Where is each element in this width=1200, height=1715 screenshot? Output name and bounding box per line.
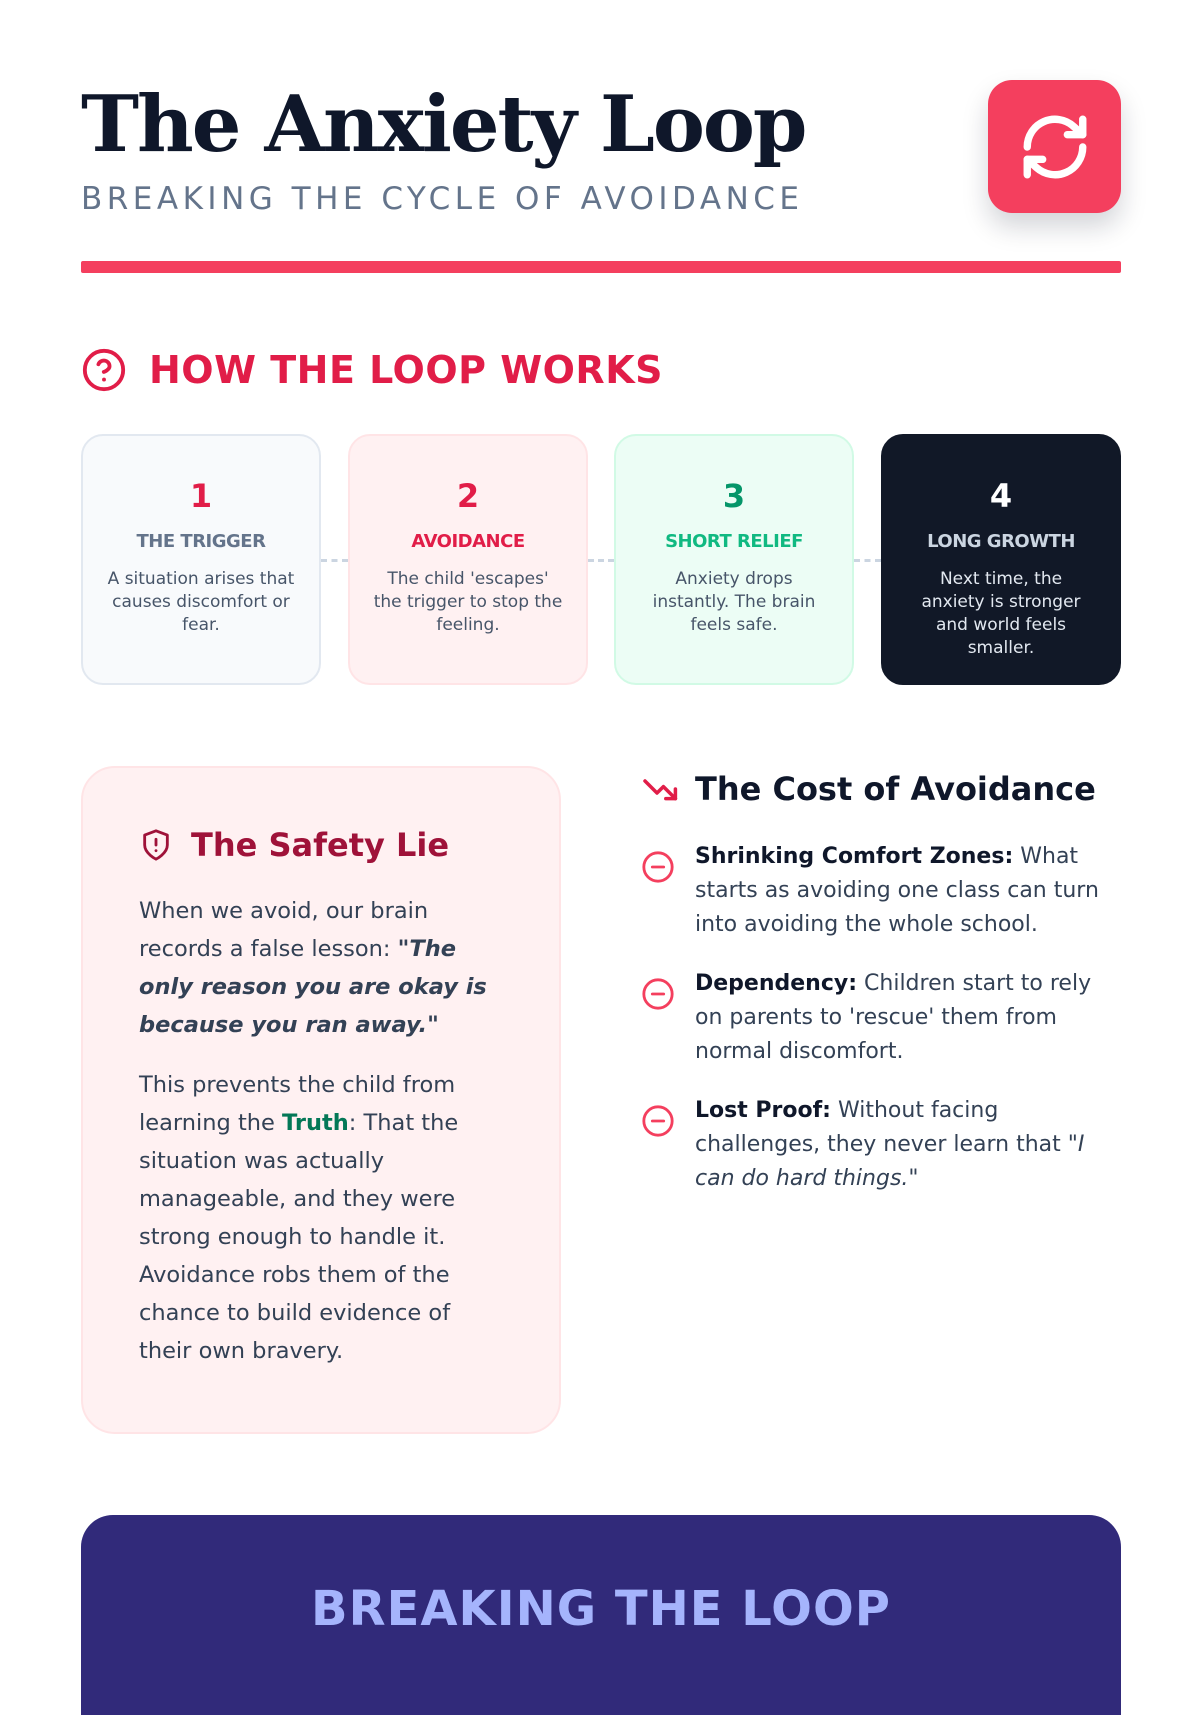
trending-down-icon bbox=[641, 773, 681, 805]
step-connector bbox=[321, 559, 348, 562]
step-number: 4 bbox=[989, 477, 1013, 515]
question-circle-icon bbox=[81, 347, 127, 393]
loop-steps bbox=[81, 434, 1121, 685]
list-item bbox=[641, 1094, 1121, 1196]
step-title: SHORT RELIEF bbox=[665, 531, 803, 552]
banner-title: BREAKING THE LOOP bbox=[311, 1581, 891, 1637]
cost-title: The Cost of Avoidance bbox=[695, 770, 1096, 808]
step-card-trigger bbox=[81, 434, 321, 685]
safety-lie-heading bbox=[139, 824, 505, 866]
header bbox=[81, 80, 1121, 220]
step-title: LONG GROWTH bbox=[927, 531, 1075, 552]
infographic-page bbox=[81, 0, 1121, 1637]
step-number: 3 bbox=[722, 477, 746, 515]
cost-item-text bbox=[695, 1094, 1121, 1196]
shield-alert-icon bbox=[139, 826, 173, 864]
refresh-icon bbox=[1018, 110, 1092, 184]
header-divider bbox=[81, 261, 1121, 273]
cost-list bbox=[641, 840, 1121, 1196]
list-item bbox=[641, 967, 1121, 1069]
step-text: A situation arises that causes discomfort or fear. bbox=[107, 569, 295, 635]
paragraph-text: : That the situation was actually manageable, and they were strong enough to handle it. Avoidance robs them of the chance to build evidence of their own bravery. bbox=[139, 1110, 459, 1364]
step-title: THE TRIGGER bbox=[136, 531, 266, 552]
false-lesson-quote: "The only reason you are okay is because you ran away." bbox=[139, 936, 487, 1038]
step-connector bbox=[588, 559, 614, 562]
cost-item-label: Dependency: bbox=[695, 971, 858, 996]
step-card-long-growth bbox=[881, 434, 1121, 685]
cost-item-body: Without facing challenges, they never learn that bbox=[695, 1098, 1068, 1157]
section-title: HOW THE LOOP WORKS bbox=[149, 348, 664, 392]
step-text: Anxiety drops instantly. The brain feels safe. bbox=[652, 569, 816, 635]
page-title: The Anxiety Loop bbox=[81, 79, 806, 170]
safety-lie-paragraph-1 bbox=[139, 892, 505, 1044]
step-card-avoidance bbox=[348, 434, 588, 685]
paragraph-text: This prevents the child from learning the bbox=[139, 1072, 456, 1136]
cost-of-avoidance bbox=[641, 766, 1121, 1221]
minus-circle-icon bbox=[641, 1104, 675, 1138]
step-title: AVOIDANCE bbox=[411, 531, 525, 552]
cost-heading bbox=[641, 766, 1121, 812]
how-it-works-heading bbox=[81, 345, 663, 395]
step-card-short-relief bbox=[614, 434, 854, 685]
cost-item-quote: "I can do hard things." bbox=[695, 1132, 1085, 1191]
cost-item-text bbox=[695, 840, 1121, 942]
page-subtitle: BREAKING THE CYCLE OF AVOIDANCE bbox=[81, 181, 804, 217]
cost-item-body: What starts as avoiding one class can turn into avoiding the whole school. bbox=[695, 844, 1099, 937]
breaking-loop-banner bbox=[81, 1515, 1121, 1715]
minus-circle-icon bbox=[641, 850, 675, 884]
paragraph-text: When we avoid, our brain records a false lesson: bbox=[139, 898, 429, 962]
step-connector bbox=[854, 559, 881, 562]
loop-badge bbox=[988, 80, 1121, 213]
cost-item-text bbox=[695, 967, 1121, 1069]
cost-item-label: Shrinking Comfort Zones: bbox=[695, 844, 1014, 869]
step-number: 1 bbox=[189, 477, 213, 515]
minus-circle-icon bbox=[641, 977, 675, 1011]
safety-lie-card bbox=[81, 766, 561, 1434]
step-number: 2 bbox=[456, 477, 480, 515]
step-text: The child 'escapes' the trigger to stop the feeling. bbox=[373, 569, 563, 635]
step-text: Next time, the anxiety is stronger and world feels smaller. bbox=[921, 569, 1081, 658]
truth-highlight: Truth bbox=[282, 1110, 349, 1136]
list-item bbox=[641, 840, 1121, 942]
safety-lie-title: The Safety Lie bbox=[191, 826, 450, 864]
cost-item-label: Lost Proof: bbox=[695, 1098, 831, 1123]
cost-item-body: Children start to rely on parents to 'rescue' them from normal discomfort. bbox=[695, 971, 1092, 1064]
safety-lie-paragraph-2 bbox=[139, 1066, 505, 1370]
